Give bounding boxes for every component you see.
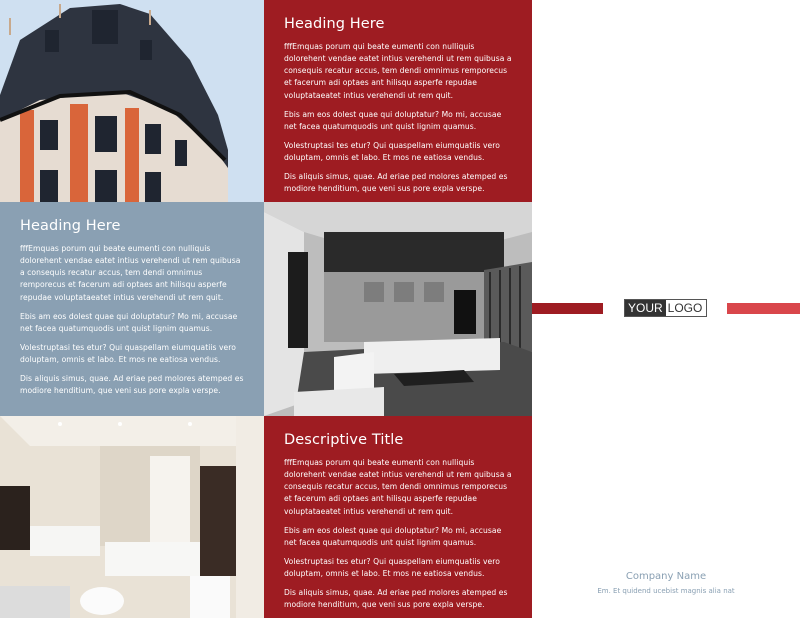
- middle-heading: Heading Here: [20, 218, 121, 234]
- middle-text-panel: [0, 202, 264, 416]
- company-name: Company Name: [625, 571, 707, 582]
- middle-paragraph-1: fffEmquas porum qui beate eumenti con nulliquis dolorehent vendae eatet intius verehendi ut rem quibusa a consequis recatur accus, tem dendi omnimus remporecus et facerum adi optaes ant hilisqu asperfe repudae voluptataeatet intius verehendi ut rem quit.: [20, 244, 241, 302]
- bathroom-photo: [0, 416, 264, 618]
- logo-part-1: YOUR: [625, 300, 666, 316]
- bottom-paragraph-1: fffEmquas porum qui beate eumenti con nulliquis dolorehent vendae eatet intius verehendi ut rem quibusa a consequis recatur accus, tem dendi omnimus remporecus et facerum adi optaes ant hilisqu asperfe repudae voluptataeatet intius verehendi ut rem quit.: [284, 458, 512, 516]
- company-tagline: Em. Et quidend ucebist magnis alia nat: [597, 587, 735, 595]
- top-paragraph-2: Ebis am eos dolest quae qui doluptatur? Mo mi, accusae net facea quatumquodis unt quist lignim quamus.: [284, 109, 502, 131]
- top-text-panel: [264, 0, 532, 202]
- middle-paragraph-3: Volestruptasi tes etur? Qui quaspellam eiumquatiis vero doluptam, omnis et labo. Et mos ne eatiosa vendus.: [20, 342, 236, 365]
- top-paragraph-3: Volestruptasi tes etur? Qui quaspellam eiumquatiis vero doluptam, omnis et labo. Et mos ne eatiosa vendus.: [284, 140, 500, 163]
- right-accent-bar: [727, 303, 800, 314]
- middle-paragraph-4: Dis aliquis simus, quae. Ad eriae ped molores atemped es modiore henditium, que veni sus pore expla verspe.: [20, 374, 244, 396]
- living-room-photo: [264, 202, 532, 416]
- logo: [624, 299, 707, 317]
- top-paragraph-4: Dis aliquis simus, quae. Ad eriae ped molores atemped es modiore henditium, que veni sus pore expla verspe.: [284, 172, 508, 194]
- bottom-paragraph-2: Ebis am eos dolest quae qui doluptatur? Mo mi, accusae net facea quatumquodis unt quist lignim quamus.: [284, 525, 502, 547]
- top-heading: Heading Here: [284, 16, 385, 32]
- bottom-paragraph-3: Volestruptasi tes etur? Qui quaspellam eiumquatiis vero doluptam, omnis et labo. Et mos ne eatiosa vendus.: [284, 556, 500, 579]
- bottom-text-panel: [264, 416, 532, 618]
- logo-part-2: LOGO: [666, 300, 707, 316]
- building-photo: [0, 0, 264, 202]
- left-accent-bar: [532, 303, 603, 314]
- middle-paragraph-2: Ebis am eos dolest quae qui doluptatur? Mo mi, accusae net facea quatumquodis unt quist lignim quamus.: [20, 311, 238, 333]
- top-paragraph-1: fffEmquas porum qui beate eumenti con nulliquis dolorehent vendae eatet intius verehendi ut rem quibusa a consequis recatur accus, tem dendi omnimus remporecus et facerum adi optaes ant hilisqu asperfe repudae voluptataeatet intius verehendi ut rem quit.: [284, 42, 512, 100]
- bottom-paragraph-4: Dis aliquis simus, quae. Ad eriae ped molores atemped es modiore henditium, que veni sus pore expla verspe.: [284, 588, 508, 610]
- bottom-heading: Descriptive Title: [284, 432, 404, 448]
